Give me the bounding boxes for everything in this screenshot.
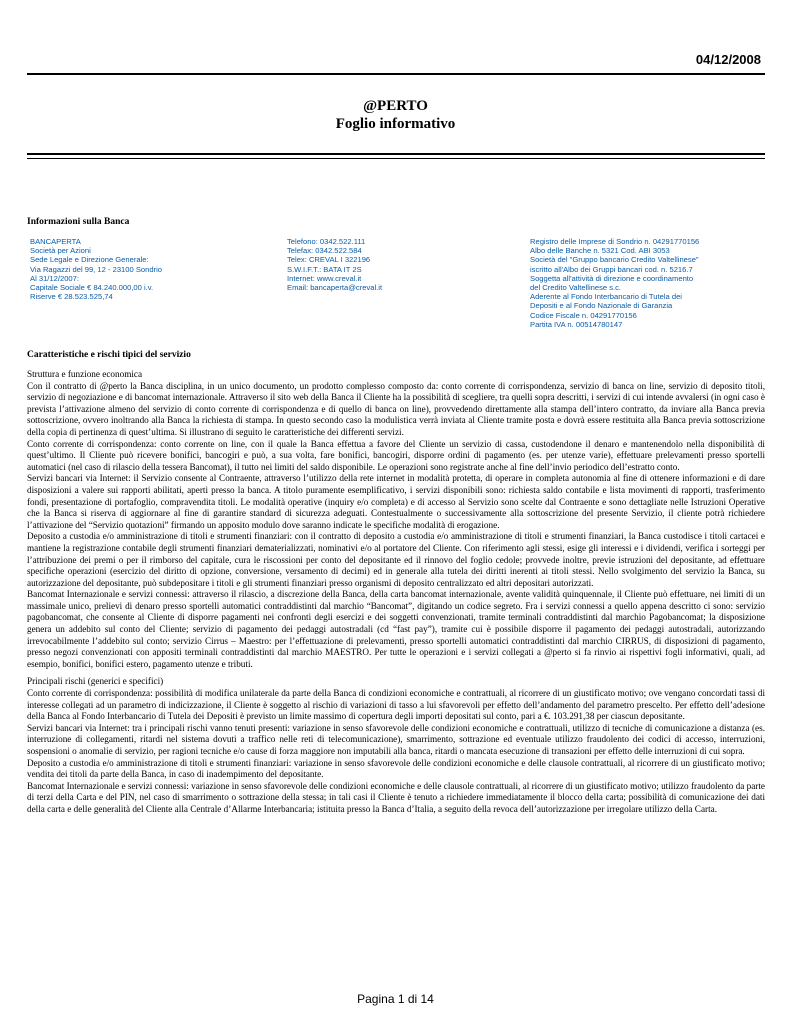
bank-line: Riserve € 28.523.525,74 — [30, 292, 113, 302]
paragraph: Servizi bancari via Internet: tra i principali rischi vanno tenuti presenti: variazione in senso sfavorevole delle condizioni economiche e contrattuali, utilizzo di tecniche di comunicazione a distanza (es. interruzione di collegamenti, ritardi nel sistema dovuti a traffico nelle reti di telecomunicazione), smarrimento, sottrazione ed eventuale utilizzo fraudolento dei codici di accesso, interruzioni, sospensioni o anomalie di servizio, per ragioni tecniche e/o cause di forza maggiore non imputabili alla banca, ritardi o mancata esecuzione di transazioni per effetto delle interruzioni di cui sopra. — [27, 722, 765, 756]
paragraph: Conto corrente di corrispondenza: conto corrente on line, con il quale la Banca effettua a favore del Cliente un servizio di cassa, custodendone il denaro e mantenendolo nella disponibilità di quest’ultimo. Il Cliente può ricevere bonifici, bancogiri e può, a sua volta, fare bonifici, bancogiri, disporre ordini di pagamento (es. per utenze varie), effettuare prelevamenti presso sportelli automatici (nel caso di rilascio della tessera Bancomat), il tutto nei limiti del saldo disponibile. Le operazioni sono registrate anche al fine dell’invio periodico dell’estratto conto. — [27, 438, 765, 472]
bank-line: S.W.I.F.T.: BATA IT 2S — [287, 264, 362, 274]
product-name: @PERTO — [363, 98, 428, 114]
paragraph: Con il contratto di @perto la Banca disciplina, in un unico documento, un prodotto complesso composto da: conto corrente di corrispondenza, servizio di banca on line, servizio di deposito titoli, servizio di negoziazione e di bancomat internazionale. Attraverso il sito web della Banca il Cliente ha la possibilità di scegliere, tra quelli sopra descritti, i servizi di cui intende avvalersi (in ogni caso è prevista l’attivazione almeno del servizio di conto corrente di corrispondenza e di quello di banca on line), provvedendo direttamente alla stampa dell’intero contratto, da inviare alla Banca previa sottoscrizione, ovvero inoltrando alla Banca la richiesta di stampa. In questo secondo caso la modulistica verrà inviata al Cliente tramite posta e dovrà essere restituita alla Banca previa sottoscrizione della copia di pertinenza di quest’ultima. Si illustrano di seguito le caratteristiche dei differenti servizi. — [27, 380, 765, 437]
bank-line: Albo delle Banche n. 5321 Cod. ABI 3053 — [530, 246, 670, 256]
service-heading: Caratteristiche e rischi tipici del servizio — [27, 350, 191, 360]
bank-line: Depositi e al Fondo Nazionale di Garanzia — [530, 301, 673, 311]
title-divider-top — [27, 153, 765, 155]
paragraph: Deposito a custodia e/o amministrazione di titoli e strumenti finanziari: variazione in senso sfavorevole delle condizioni economiche e delle clausole contrattuali, al ricorrere di un giustificato motivo; vendita dei titoli da parte della Banca, in caso di inadempimento del depositante. — [27, 757, 765, 780]
bank-line: BANCAPERTA — [30, 237, 81, 246]
bank-line: Soggetta all'attività di direzione e coordinamento — [530, 273, 694, 283]
bank-identity-column — [30, 237, 230, 301]
bank-line: Capitale Sociale € 84.240.000,00 i.v. — [30, 283, 154, 293]
bank-line: Telex: CREVAL I 322196 — [287, 255, 371, 265]
paragraph: Bancomat Internazionale e servizi connessi: variazione in senso sfavorevole delle condizioni economiche e delle clausole contrattuali, al ricorrere di un giustificato motivo; utilizzo fraudolento da parte di terzi della Carta e del PIN, nel caso di smarrimento o sottrazione della stessa; in tali casi il Cliente è tenuto a richiedere immediatamente il blocco della carta; possibilità di comunicazione dei dati della carta e delle generalità del Cliente alla Centrale d’Allarme Interbancaria; istituita presso la Banca d’Italia, a seguito della revoca dell’autorizzazione per irregolare utilizzo della Carta. — [27, 780, 765, 814]
struttura-title: Struttura e funzione economica — [27, 369, 143, 379]
bank-line: Codice Fiscale n. 04291770156 — [530, 310, 637, 320]
bank-contacts-column — [287, 237, 467, 292]
bank-line: Via Ragazzi del 99, 12 - 23100 Sondrio — [30, 264, 162, 274]
bank-line: iscritto all'Albo dei Gruppi bancari cod. n. 5216.7 — [530, 264, 693, 274]
paragraph: Conto corrente di corrispondenza: possibilità di modifica unilaterale da parte della Banca di condizioni economiche e contrattuali, al ricorrere di un giustificato motivo; ove vengano concordati tassi di interesse collegati ad un parametro di indicizzazione, il Cliente è soggetto al rischio di variazioni di tasso a lui sfavorevoli per effetto dell’andamento del parametro prescelto. Per effetto dell’adesione della Banca al Fondo Interbancario di Tutela dei Depositi è previsto un limite massimo di copertura degli importi depositati sul conto, pari a €. 103.291,38 per ciascun depositante. — [27, 688, 765, 722]
bank-line: Telefono: 0342.522.111 — [287, 237, 366, 246]
bank-line: Internet: www.creval.it — [287, 273, 362, 283]
bank-line: Aderente al Fondo Interbancario di Tutela dei — [530, 292, 682, 302]
bank-line: del Credito Valtellinese s.c. — [530, 283, 622, 293]
paragraph: Servizi bancari via Internet: il Servizio consente al Contraente, attraverso l’utilizzo della rete internet in modalità protetta, di operare in completa autonomia al fine di ottenere informazioni e di dare disposizioni a valere sui rapporti abilitati, aperti presso la banca. A titolo puramente esemplificativo, i servizi disponibili sono: richiesta saldo contabile e lista movimenti di rapporti, trasferimento fondi, presentazione di portafoglio, compravendita titoli. Le modalità operative (inquiry e/o completa) e di accesso al Servizio sono scelte dal Contraente e sono dettagliate nelle Istruzioni Operative che la Banca si riserva di aggiornare al fine di garantire standard di sicurezza adeguati. Contestualmente o successivamente alla sottoscrizione del presente Servizio, il cliente potrà richiedere l’attivazione del “Servizio quotazioni” firmando un apposito modulo dove saranno indicate le specifiche modalità di erogazione. — [27, 473, 765, 530]
document-date: 04/12/2008 — [695, 52, 761, 67]
bank-registry-column — [530, 237, 760, 329]
paragraph: Deposito a custodia e/o amministrazione di titoli e strumenti finanziari: con il contratto di deposito a custodia e/o amministrazione di titoli e strumenti finanziari, la Banca custodisce i titoli cartacei e mantiene la registrazione contabile degli strumenti finanziari dematerializzati, nominativi e/o al portatore del Cliente. Con riferimento agli stessi, esige gli interessi e i dividendi, verifica i sorteggi per l’attribuzione dei premi o per il rimborso del capitale, cura le riscossioni per conto del depositante ed il rinnovo del foglio cedole; provvede inoltre, previe istruzioni del depositante, ad effettuare specifiche operazioni (esercizio del diritto di opzione, conversione, versamento di decimi) ed in generale alla tutela dei diritti inerenti ai titoli stessi. Nello svolgimento del servizio la Banca, su autorizzazione del depositante, può subdepositare i titoli e gli strumenti finanziari presso organismi di deposito centralizzato ed altri depositari autorizzati. — [27, 531, 765, 588]
top-divider — [27, 73, 765, 75]
service-body — [27, 369, 765, 816]
bank-info-heading: Informazioni sulla Banca — [27, 217, 130, 227]
bank-line: Registro delle Imprese di Sondrio n. 04291770156 — [530, 237, 700, 246]
document-title — [0, 97, 791, 133]
bank-line: Email: bancaperta@creval.it — [287, 283, 383, 293]
document-subtitle: Foglio informativo — [335, 116, 456, 132]
bank-line: Sede Legale e Direzione Generale: — [30, 255, 149, 265]
title-divider-bottom — [27, 158, 765, 159]
page-number: Pagina 1 di 14 — [357, 992, 434, 1006]
bank-line: Al 31/12/2007: — [30, 273, 79, 283]
rischi-title: Principali rischi (generici e specifici) — [27, 676, 164, 687]
bank-line: Società per Azioni — [30, 246, 91, 256]
paragraph: Bancomat Internazionale e servizi connessi: attraverso il rilascio, a discrezione della Banca, della carta bancomat internazionale, avente validità quinquennale, il Cliente può effettuare, nei limiti di un massimale unico, prelievi di denaro presso sportelli automatici contraddistinti dal marchio “Bancomat”, digitando un codice segreto. Fra i servizi connessi a quello appena descritto ci sono: servizio pagobancomat, che consente al Cliente di disporre pagamenti nei confronti degli esercizi e dei soggetti convenzionati, tramite terminali contraddistinti dal marchio Pagobancomat; la disposizione genera un addebito sul conto del Cliente; servizio di pagamento dei pedaggi autostradali (cd “fast pay”), tramite cui è possibile disporre il pagamento dei pedaggi autostradali, autorizzando irrevocabilmente l’addebito sul conto; servizio Cirrus – Maestro: per l’effettuazione di prelevamenti, presso sportelli automatici contraddistinti dal marchio CIRRUS, di disposizioni di pagamento, presso negozi convenzionati con appositi terminali contraddistinti dal marchio MAESTRO. Per tutte le operazioni e i servizi collegati a @perto si fa rinvio ai rispettivi fogli informativi, quali, ad esempio, bonifici, bonifici estero, pagamento utenze e tributi. — [27, 589, 765, 669]
bank-line: Telefax: 0342.522.584 — [287, 246, 362, 256]
bank-line: Partita IVA n. 00514780147 — [530, 319, 623, 329]
bank-line: Società del "Gruppo bancario Credito Valtellinese" — [530, 255, 699, 265]
